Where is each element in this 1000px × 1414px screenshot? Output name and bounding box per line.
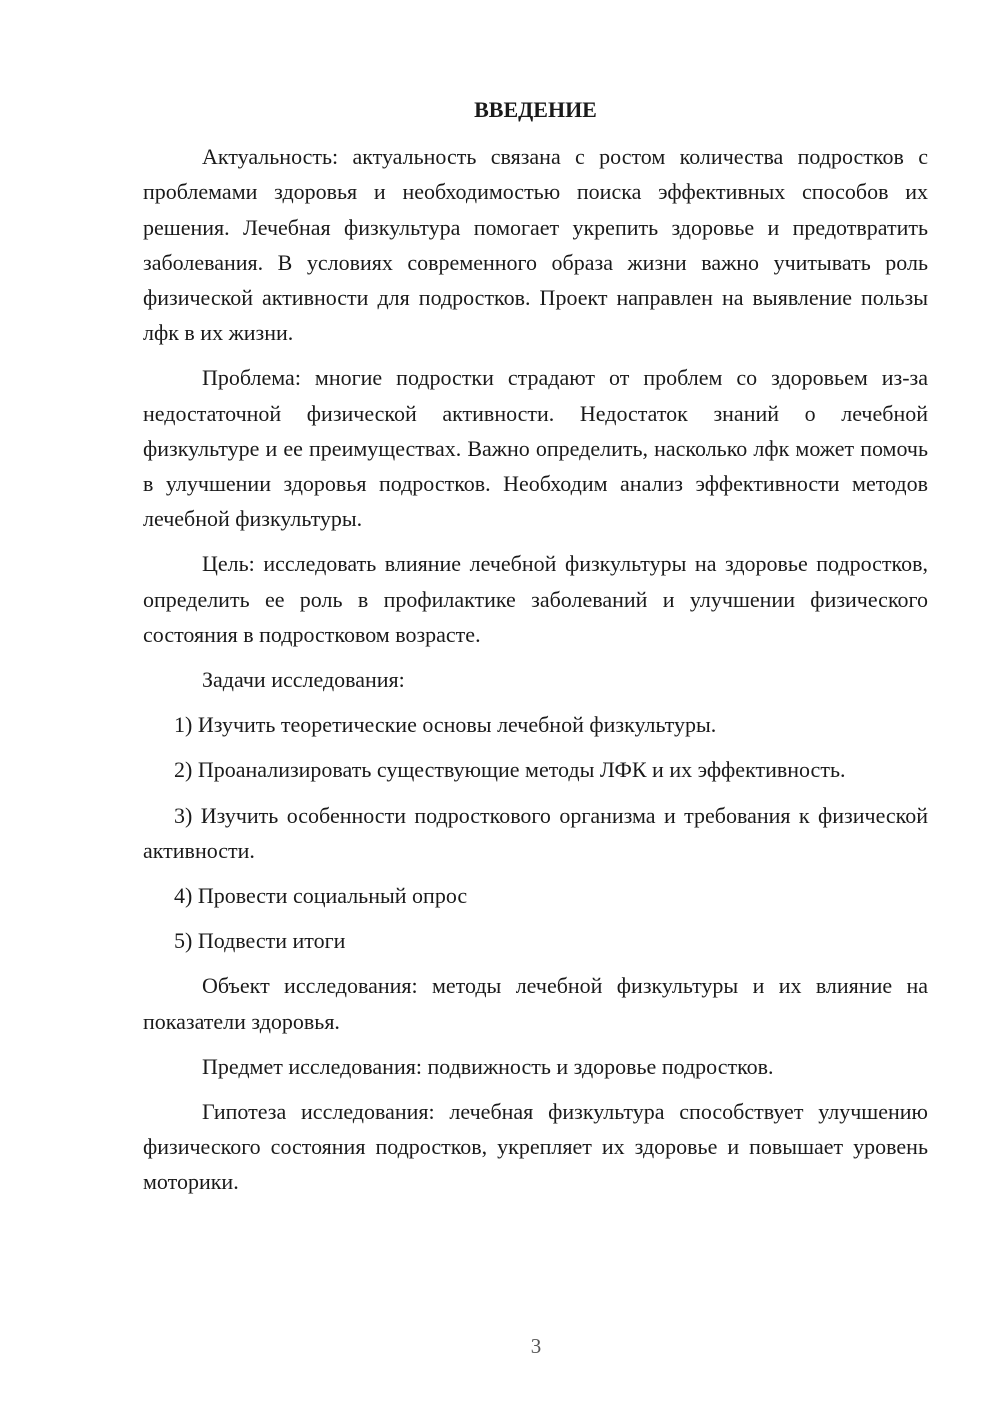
paragraph-subject: Предмет исследования: подвижность и здоровье подростков. — [202, 1053, 774, 1079]
paragraph-hypothesis: Гипотеза исследования: лечебная физкультура способствует улучшению физического состояния подростков, укрепляет их здоровье и повышает уровень моторики. — [143, 1099, 928, 1195]
paragraph-relevance: Актуальность: актуальность связана с ростом количества подростков с проблемами здоровья и необходимостью поиска эффективных способов их решения. Лечебная физкультура помогает укрепить здоровье и предотвратить заболевания. В условиях современного образа жизни важно учитывать роль физической активности для подростков. Проект направлен на выявление пользы лфк в их жизни. — [143, 144, 928, 346]
paragraph-goal: Цель: исследовать влияние лечебной физкультуры на здоровье подростков, определить ее роль в профилактике заболеваний и улучшении физического состояния в подростковом возрасте. — [143, 551, 928, 647]
document-page — [143, 92, 928, 1210]
paragraph-object: Объект исследования: методы лечебной физкультуры и их влияние на показатели здоровья. — [143, 973, 928, 1034]
section-title: ВВЕДЕНИЕ — [474, 97, 597, 122]
task-item-1: 1) Изучить теоретические основы лечебной физкультуры. — [174, 712, 717, 738]
task-item-3: 3) Изучить особенности подросткового организма и требования к физической активности. — [143, 802, 928, 863]
page-number: 3 — [530, 1334, 542, 1358]
task-item-4: 4) Провести социальный опрос — [174, 883, 468, 909]
task-item-5: 5) Подвести итоги — [174, 928, 346, 954]
tasks-heading: Задачи исследования: — [202, 667, 405, 693]
task-item-2: 2) Проанализировать существующие методы ЛФК и их эффективность. — [174, 757, 846, 783]
paragraph-problem: Проблема: многие подростки страдают от проблем со здоровьем из-за недостаточной физической активности. Недостаток знаний о лечебной физкультуре и ее преимуществах. Важно определить, насколько лфк может помочь в улучшении здоровья подростков. Необходим анализ эффективности методов лечебной физкультуры. — [143, 365, 928, 532]
